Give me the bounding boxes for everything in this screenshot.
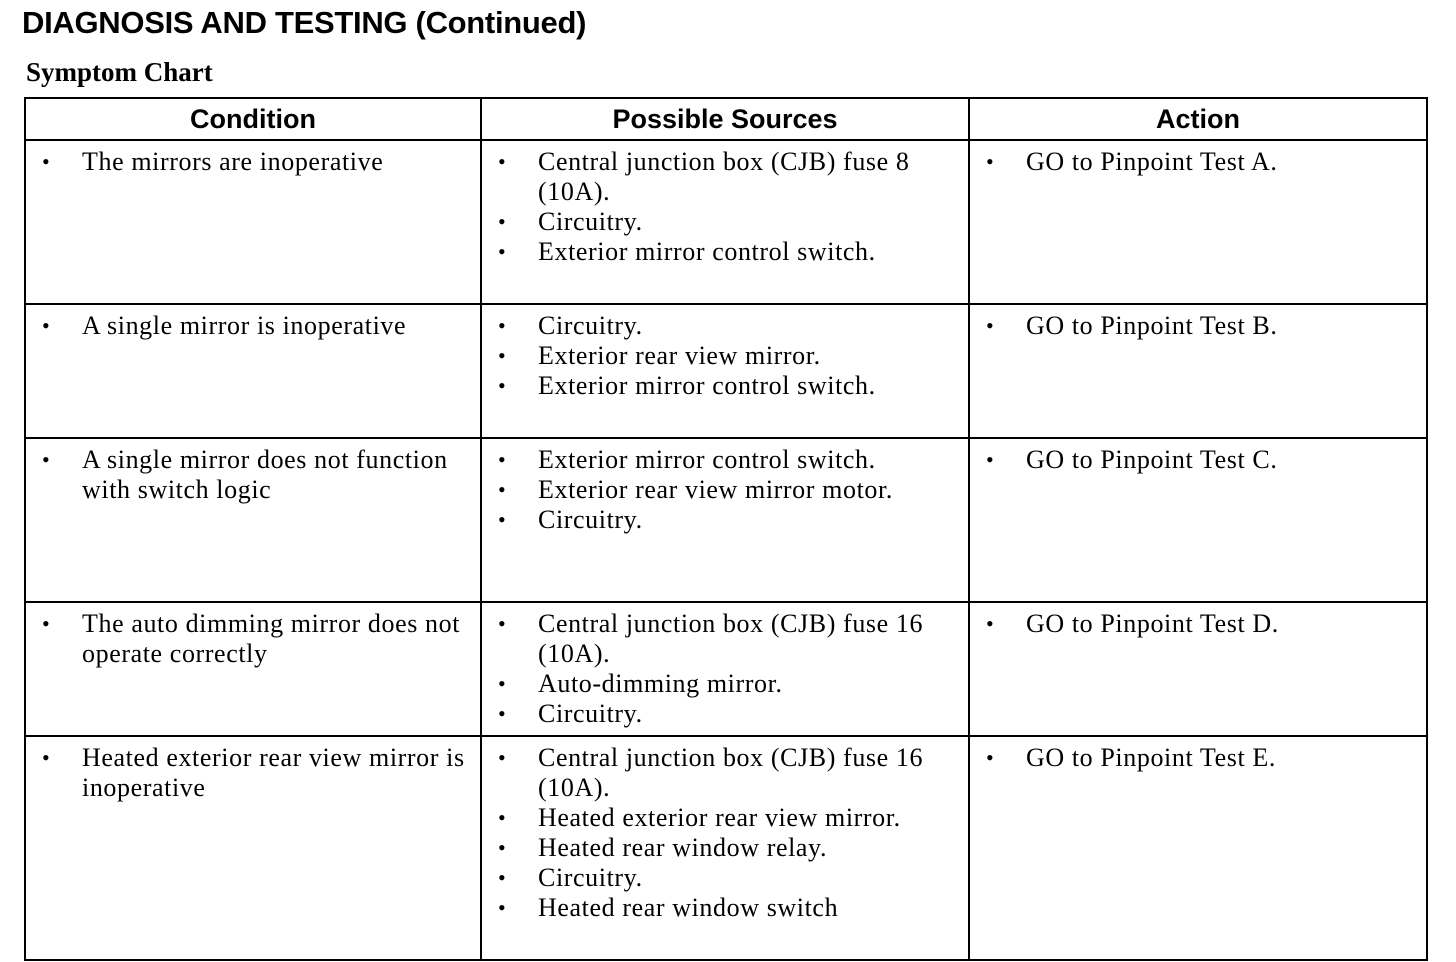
bullet-icon: • [986, 611, 995, 636]
source-text: Auto-dimming mirror. [538, 669, 783, 698]
source-text: Circuitry. [538, 863, 643, 892]
bullet-icon: • [498, 477, 507, 502]
condition-cell [25, 304, 481, 438]
bullet-icon: • [986, 313, 995, 338]
source-text: Central junction box (CJB) fuse 16 (10A). [538, 743, 924, 802]
bullet-icon: • [986, 745, 995, 770]
table-row [25, 736, 1427, 960]
bullet-icon: • [498, 805, 507, 830]
list-item [498, 669, 958, 699]
bullet-icon: • [42, 313, 51, 338]
source-text: Central junction box (CJB) fuse 8 (10A). [538, 147, 910, 206]
bullet-icon: • [42, 447, 51, 472]
action-cell [969, 602, 1427, 736]
list-item [986, 147, 1416, 177]
bullet-icon: • [498, 671, 507, 696]
sources-cell [481, 140, 969, 304]
table-row [25, 438, 1427, 602]
bullet-icon: • [498, 865, 507, 890]
list-item [42, 743, 470, 803]
condition-cell [25, 736, 481, 960]
list-item [498, 445, 958, 475]
source-text: Heated exterior rear view mirror. [538, 803, 901, 832]
symptom-chart-table [24, 97, 1428, 961]
bullet-icon: • [986, 149, 995, 174]
list-item [42, 311, 470, 341]
bullet-icon: • [986, 447, 995, 472]
condition-cell [25, 602, 481, 736]
sources-cell [481, 304, 969, 438]
source-text: Exterior mirror control switch. [538, 237, 876, 266]
list-item [986, 743, 1416, 773]
bullet-icon: • [498, 507, 507, 532]
list-item [986, 445, 1416, 475]
list-item [498, 237, 958, 267]
action-text: GO to Pinpoint Test C. [1026, 445, 1278, 474]
column-header-condition: Condition [25, 98, 481, 140]
source-text: Circuitry. [538, 505, 643, 534]
condition-text: Heated exterior rear view mirror is inoperative [82, 743, 465, 802]
bullet-icon: • [498, 701, 507, 726]
bullet-icon: • [498, 745, 507, 770]
action-text: GO to Pinpoint Test A. [1026, 147, 1278, 176]
list-item [498, 863, 958, 893]
source-text: Heated rear window switch [538, 893, 839, 922]
list-item [498, 371, 958, 401]
source-text: Exterior rear view mirror. [538, 341, 821, 370]
table-row [25, 304, 1427, 438]
page-title: DIAGNOSIS AND TESTING (Continued) [22, 5, 587, 40]
action-cell [969, 736, 1427, 960]
table-row [25, 602, 1427, 736]
source-text: Exterior mirror control switch. [538, 445, 876, 474]
list-item [498, 341, 958, 371]
condition-text: The auto dimming mirror does not operate correctly [82, 609, 461, 668]
source-text: Exterior mirror control switch. [538, 371, 876, 400]
action-cell [969, 140, 1427, 304]
bullet-icon: • [498, 895, 507, 920]
action-cell [969, 438, 1427, 602]
bullet-icon: • [42, 149, 51, 174]
action-text: GO to Pinpoint Test B. [1026, 311, 1278, 340]
list-item [498, 803, 958, 833]
list-item [498, 475, 958, 505]
source-text: Circuitry. [538, 207, 643, 236]
list-item [986, 311, 1416, 341]
bullet-icon: • [498, 343, 507, 368]
condition-cell [25, 140, 481, 304]
list-item [42, 445, 470, 505]
bullet-icon: • [498, 209, 507, 234]
list-item [498, 207, 958, 237]
source-text: Heated rear window relay. [538, 833, 828, 862]
source-text: Circuitry. [538, 311, 643, 340]
condition-text: The mirrors are inoperative [82, 147, 384, 176]
list-item [498, 505, 958, 535]
bullet-icon: • [498, 239, 507, 264]
bullet-icon: • [498, 373, 507, 398]
source-text: Circuitry. [538, 699, 643, 728]
source-text: Exterior rear view mirror motor. [538, 475, 893, 504]
list-item [498, 311, 958, 341]
bullet-icon: • [498, 447, 507, 472]
list-item [42, 147, 470, 177]
bullet-icon: • [42, 611, 51, 636]
table-row [25, 140, 1427, 304]
column-header-action: Action [969, 98, 1427, 140]
list-item [498, 609, 958, 669]
action-cell [969, 304, 1427, 438]
list-item [498, 147, 958, 207]
condition-cell [25, 438, 481, 602]
table-header-row [25, 98, 1427, 140]
action-text: GO to Pinpoint Test E. [1026, 743, 1276, 772]
bullet-icon: • [42, 745, 51, 770]
list-item [986, 609, 1416, 639]
sources-cell [481, 602, 969, 736]
bullet-icon: • [498, 149, 507, 174]
list-item [498, 743, 958, 803]
bullet-icon: • [498, 611, 507, 636]
source-text: Central junction box (CJB) fuse 16 (10A). [538, 609, 924, 668]
condition-text: A single mirror does not function with switch logic [82, 445, 448, 504]
bullet-icon: • [498, 835, 507, 860]
sources-cell [481, 438, 969, 602]
sources-cell [481, 736, 969, 960]
section-title: Symptom Chart [26, 57, 213, 87]
list-item [498, 893, 958, 923]
column-header-possible-sources: Possible Sources [481, 98, 969, 140]
action-text: GO to Pinpoint Test D. [1026, 609, 1279, 638]
list-item [498, 833, 958, 863]
condition-text: A single mirror is inoperative [82, 311, 407, 340]
list-item [42, 609, 470, 669]
bullet-icon: • [498, 313, 507, 338]
list-item [498, 699, 958, 729]
